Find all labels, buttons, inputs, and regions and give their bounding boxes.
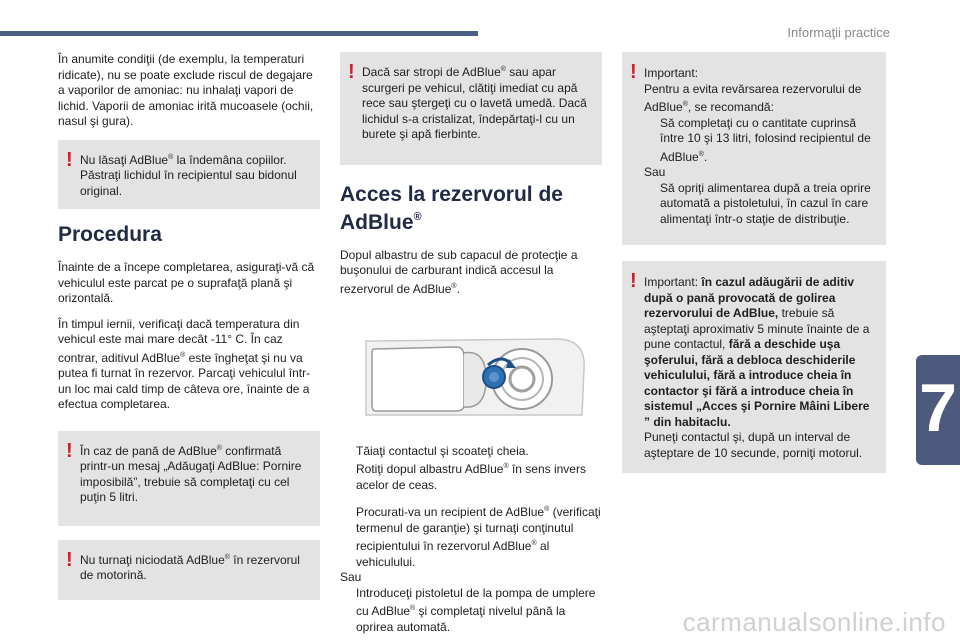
warning-box-overflow: ! Important: Pentru a evita revărsarea rezervorului de AdBlue®, se recomandă: Să completaţi cu o cantitate cuprinsă între 10 şi 13 litri, folosind recipientul de AdBlue®. Sau Să opriţi alimentarea după a treia oprire automată a pistoletului, în cazul în care alimentaţi într-o staţie de distribuţie.: [622, 52, 886, 245]
paragraph-level-surface: Înainte de a începe completarea, asiguraţi-vă că vehiculul este parcat pe o suprafaţă plană şi orizontală.: [58, 260, 315, 305]
paragraph-blue-cap: Dopul albastru de sub capacul de protecţie a buşonului de carburant indică accesul la rezervorul de AdBlue®.: [340, 247, 578, 296]
heading-acces: Acces la rezervorul de AdBlue®: [340, 182, 563, 234]
column-right: [622, 52, 886, 487]
warning-box-breakdown: ! În caz de pană de AdBlue® confirmată printr-un mesaj „Adăugaţi AdBlue: Pornire imposibilă”, trebuie să completaţi cu cel puţin 5 litri.: [58, 431, 320, 526]
step-turn-cap: Rotiţi dopul albastru AdBlue® în sens invers acelor de ceas.: [356, 462, 586, 492]
chapter-number: 7: [919, 370, 957, 446]
intro-paragraph: În anumite condiţii (de exemplu, la temperaturi ridicate), nu se poate exclude riscul de degajare a vaporilor de amoniac: nu inhalaţi vapori de lichid. Vaporii de amoniac irită mucoasele (ochii, nasul şi gura).: [58, 52, 314, 128]
column-middle: [340, 52, 602, 635]
step-container: Procurati-va un recipient de AdBlue® (verificaţi termenul de garanţie) şi turnaţi conţinutul recipientului în rezervorul AdBlue® al vehiculului.: [356, 505, 601, 569]
step-pump: Introduceţi pistoletul de la pompa de umplere cu AdBlue® şi completaţi nivelul până la oprirea automată.: [356, 585, 596, 634]
heading-procedura: Procedura: [58, 223, 162, 246]
paragraph-winter: În timpul iernii, verificaţi dacă temperatura din vehicul este mai mare decât -11° C. În caz contrar, aditivul AdBlue® este îngheţat şi nu va putea fi turnat în rezervor. Parcaţi vehiculul într-un loc mai cald timp de câteva ore, înainte de a efectua completarea.: [58, 316, 311, 411]
warning-icon: !: [66, 548, 73, 571]
warning-icon: !: [630, 61, 637, 83]
text-sau: Sau: [340, 570, 362, 584]
section-title: Informaţii practice: [787, 25, 890, 40]
warning-icon: !: [66, 148, 73, 171]
step-ignition-off: Tăiaţi contactul şi scoateţi cheia.: [356, 443, 529, 458]
warning-box-spills: ! Dacă sar stropi de AdBlue® sau apar scurgeri pe vehicul, clătiţi imediat cu apă rece sau ştergeţi cu o lavetă umedă. Dacă lichidul s-a cristalizat, îndepărtaţi-l cu un burete şi apă fierbinte.: [340, 52, 602, 165]
warning-icon: !: [348, 61, 355, 83]
top-bar: [0, 31, 478, 36]
warning-box-empty-tank: ! Important: în cazul adăugării de aditiv după o pană provocată de golirea rezervorului de AdBlue, trebuie să aşteptaţi aproximativ 5 minute înainte de a pune contactul, fără a deschide uşa şoferului, fără a debloca deschiderile vehiculului, fără a introduce cheia în contactor şi fără a introduce cheia în sistemul „Acces şi Pornire Mâini Libere ” din habitaclu. Puneţi contactul şi, după un interval de aşteptare de 10 secunde, porniţi motorul.: [622, 261, 886, 473]
watermark: carmanualsonline.info: [682, 607, 946, 637]
warning-icon: !: [66, 439, 73, 462]
fuel-flap-illustration: [362, 335, 590, 417]
warning-box-children: ! Nu lăsaţi AdBlue® la îndemâna copiilor. Păstraţi lichidul în recipientul sau bidonul original.: [58, 140, 320, 210]
warning-box-diesel: ! Nu turnaţi niciodată AdBlue® în rezervorul de motorină.: [58, 540, 320, 600]
warning-icon: !: [630, 270, 637, 292]
column-left: [58, 52, 320, 614]
